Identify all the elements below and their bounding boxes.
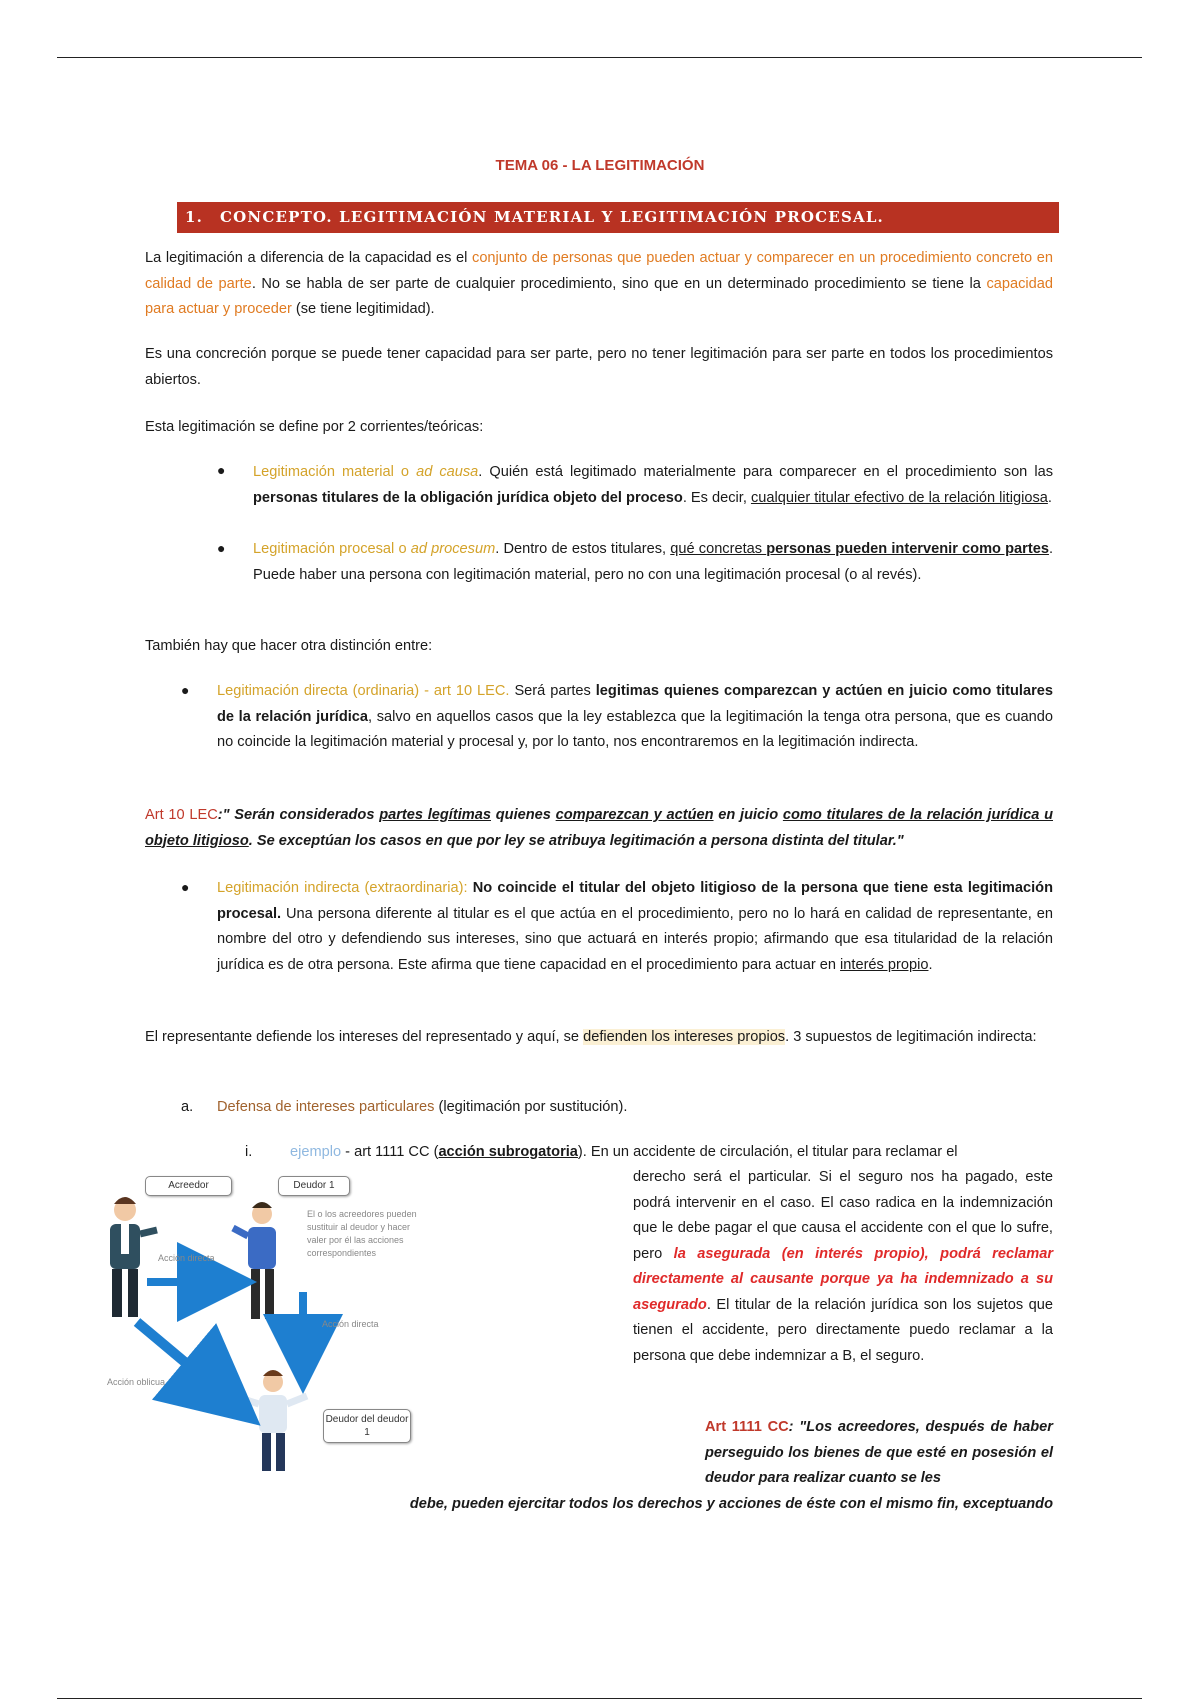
bullet-legitimacion-procesal — [253, 537, 1053, 588]
paragraph-concrecion: Es una concreción porque se puede tener capacidad para ser parte, pero no tener legitimación para ser parte en todos los procedimientos abiertos. — [145, 346, 1053, 388]
section-heading: CONCEPTO. LEGITIMACIÓN MATERIAL Y LEGITIMACIÓN PROCESAL. — [220, 208, 884, 226]
quote-text: : "Los acreedores, después de haber perseguido los bienes de que esté en posesión el deudor para realizar cuanto se les — [705, 1419, 1053, 1486]
bullet-legitimacion-directa — [217, 679, 1053, 756]
text: En un accidente de circulación, el titular para reclamar el — [586, 1144, 958, 1160]
text: . — [928, 956, 933, 973]
item-defensa-intereses — [217, 1095, 1053, 1121]
red-emphasis-text: la asegurada (en interés propio), podrá reclamar directamente al causante porque ya ha indemnizado a su asegurado — [633, 1245, 1054, 1313]
paragraph-supuestos — [145, 1025, 1053, 1051]
article-label: Art 1111 CC — [705, 1419, 789, 1435]
list-marker-a: a. — [181, 1099, 194, 1115]
debtor-label: Deudor 1 — [278, 1176, 350, 1196]
underlined-text: cualquier titular efectivo de la relación litigiosa — [750, 489, 1048, 506]
bullet-icon: ● — [217, 462, 226, 478]
header-rule — [57, 57, 1142, 58]
oblique-action-label: Acción oblicua — [107, 1377, 166, 1387]
underlined-text: qué concretas — [670, 541, 767, 557]
substitution-note: El o los acreedores pueden sustituir al deudor y hacer valer por él las acciones correspondientes — [307, 1209, 417, 1258]
bold-text: legitimas quienes comparezcan y actúen en juicio como titulares de la relación jurídica — [217, 683, 1053, 725]
bullet-legitimacion-material — [253, 460, 1053, 511]
bullet-icon: ● — [181, 682, 190, 698]
direct-action-label: Acción directa — [158, 1253, 215, 1263]
term: Legitimación directa (ordinaria) - art 10 LEC. — [217, 683, 510, 699]
paragraph-accidente — [633, 1165, 1053, 1369]
paragraph-definition — [145, 246, 1053, 323]
quote-art-10-lec — [145, 803, 1053, 854]
bold-underlined-text: personas pueden intervenir como partes — [766, 541, 1049, 557]
text: ). — [577, 1144, 587, 1160]
creditor-label: Acreedor — [145, 1176, 232, 1196]
text: . Dentro de estos titulares, — [495, 541, 671, 557]
text: - art 1111 CC ( — [341, 1144, 439, 1160]
highlighted-text: defienden los intereses propios — [583, 1029, 786, 1045]
quote-text: debe, pueden ejercitar todos los derechos y acciones de éste con el mismo fin, exceptuando — [409, 1496, 1053, 1512]
subrogatory-action-diagram — [95, 1172, 440, 1487]
term-latin: ad causa — [416, 464, 479, 480]
page-title: TEMA 06 - LA LEGITIMACIÓN — [495, 157, 705, 174]
quote-text: partes legítimas — [379, 807, 491, 823]
bullet-icon: ● — [217, 540, 226, 556]
text: . 3 supuestos de legitimación indirecta: — [785, 1029, 1037, 1045]
text: (se tiene legitimidad). — [291, 301, 435, 317]
term: Legitimación indirecta (extraordinaria): — [217, 880, 468, 896]
bold-text: No coincide el titular del objeto litigioso de la persona que tiene esta legitimación procesal. — [217, 880, 1053, 922]
text: Será partes — [509, 683, 596, 699]
underlined-text: interés propio — [840, 956, 929, 973]
quote-text: en juicio — [713, 807, 783, 823]
term-latin: ad procesum — [410, 541, 496, 557]
third-debtor-label: Deudor del deudor 1 — [323, 1409, 411, 1443]
text: El representante defiende los intereses del representado y aquí, se — [145, 1029, 584, 1045]
quote-text: como titulares de la relación jurídica u objeto litigioso — [145, 807, 1053, 849]
footer-rule — [57, 1698, 1142, 1699]
highlight-text: capacidad para actuar y proceder — [145, 275, 1053, 317]
item-ejemplo-art-1111 — [290, 1140, 1055, 1166]
bullet-legitimacion-indirecta — [217, 876, 1053, 978]
text: . — [1047, 489, 1052, 506]
quote-art-1111-cc — [705, 1415, 1053, 1492]
text: (legitimación por sustitución). — [434, 1099, 628, 1115]
section-heading-bar — [177, 202, 1059, 233]
quote-text: :" Serán considerados — [217, 807, 380, 823]
text: derecho será el particular. Si el seguro nos ha pagado, este podrá intervenir en el caso. El caso radica en la indemnización que le debe pagar el que causa el accidente con el que lo sufre, pero — [633, 1169, 1053, 1262]
paragraph-corrientes: Esta legitimación se define por 2 corrientes/teóricas: — [145, 419, 484, 435]
term: Legitimación procesal o — [253, 541, 411, 557]
bold-text: personas titulares de la obligación jurídica objeto del proceso — [253, 489, 683, 506]
creditor-person-icon — [110, 1197, 157, 1317]
text: . El titular de la relación jurídica son los sujetos que tienen el accidente, pero directamente puedo reclamar a la persona que debe indemnizar a B, el seguro. — [633, 1296, 1053, 1364]
section-number: 1. — [185, 208, 204, 226]
text: . Puede haber una persona con legitimación material, pero no con una legitimación procesal (o al revés). — [253, 541, 1054, 583]
text: La legitimación a diferencia de la capacidad es el — [145, 250, 473, 266]
text: . No se habla de ser parte de cualquier procedimiento, sino que en un determinado procedimiento se tiene la — [251, 275, 987, 292]
article-label: Art 10 LEC — [145, 807, 218, 823]
quote-art-1111-cc-continued — [360, 1492, 1053, 1518]
bold-underlined-text: acción subrogatoria — [438, 1144, 578, 1160]
quote-text: . Se exceptúan los casos en que por ley se atribuya legitimación a persona distinta del titular." — [248, 832, 904, 849]
text: . Es decir, — [682, 489, 751, 506]
debtor-person-icon — [233, 1202, 276, 1319]
text: Una persona diferente al titular es el que actúa en el procedimiento, pero no lo hará en calidad de representante, en nombre del otro y defendiendo sus intereses, sino que actuará en interés propio; afirmando que esa titularidad de la relación jurídica es de otra persona. Este afirma que tiene capacidad en el procedimiento para actuar en — [217, 905, 1053, 973]
quote-text: quienes — [491, 807, 556, 823]
term: Legitimación material o — [253, 464, 417, 480]
example-label: ejemplo — [290, 1144, 342, 1160]
list-marker-i: i. — [245, 1144, 253, 1160]
third-debtor-person-icon — [240, 1370, 307, 1471]
highlight-text: conjunto de personas que pueden actuar y comparecer en un procedimiento concreto en calidad de parte — [145, 250, 1053, 292]
text: . Quién está legitimado materialmente para comparecer en el procedimiento son las — [478, 464, 1053, 480]
quote-text: comparezcan y actúen — [555, 807, 714, 823]
bullet-icon: ● — [181, 879, 190, 895]
term: Defensa de intereses particulares — [217, 1099, 435, 1115]
direct-action-label-2: Acción directa — [322, 1319, 379, 1329]
paragraph-distincion: También hay que hacer otra distinción entre: — [145, 638, 433, 654]
text: , salvo en aquellos casos que la ley establezca que la legitimación la tenga otra persona, que es cuando no coincide la legitimación material y procesal y, por lo tanto, nos encontraremos en la legitimación indirecta. — [217, 708, 1053, 750]
